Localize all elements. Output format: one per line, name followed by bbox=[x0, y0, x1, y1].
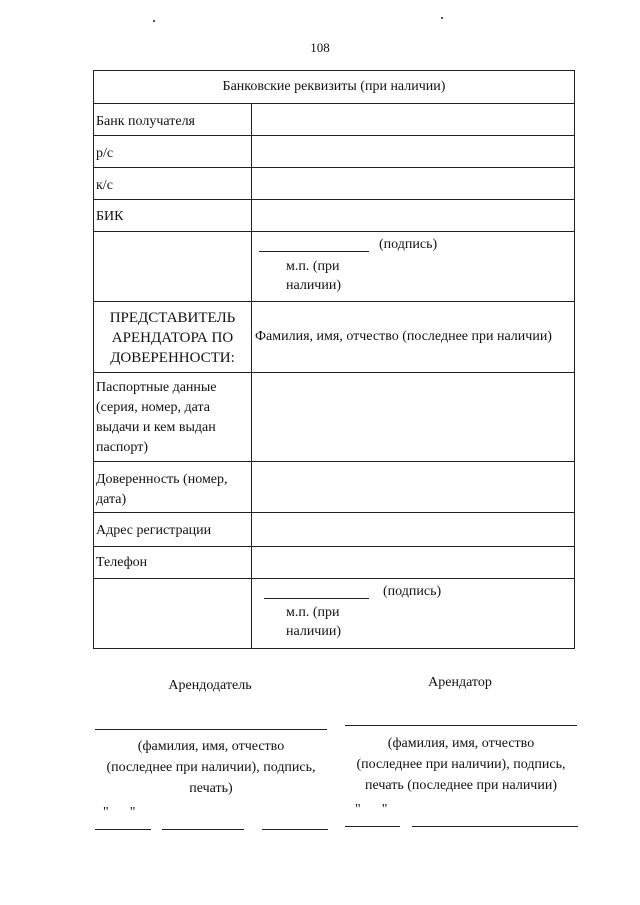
row-divider bbox=[94, 512, 574, 513]
signature-caption: (подпись) bbox=[383, 584, 442, 599]
row-divider bbox=[94, 167, 574, 168]
row-divider bbox=[94, 372, 574, 373]
landlord-month-line bbox=[162, 829, 244, 830]
signature-caption: (подпись) bbox=[379, 237, 438, 252]
landlord-day-line bbox=[95, 829, 151, 830]
row-divider bbox=[94, 135, 574, 136]
row-divider bbox=[94, 199, 574, 200]
rep-title-line2: АРЕНДАТОРА ПО bbox=[111, 330, 234, 346]
stamp-note-line1: м.п. (при bbox=[286, 605, 340, 620]
tenant-caption-line2: (последнее при наличии), подпись, bbox=[356, 757, 566, 772]
scan-speck bbox=[441, 17, 443, 19]
table-header: Банковские реквизиты (при наличии) bbox=[222, 79, 446, 94]
row-divider bbox=[94, 461, 574, 462]
row-divider bbox=[94, 103, 574, 104]
tenant-caption-line3: печать (последнее при наличии) bbox=[364, 778, 557, 793]
tenant-title: Арендатор bbox=[428, 675, 492, 690]
passport-line2: (серия, номер, дата bbox=[96, 400, 210, 415]
rs-label: р/с bbox=[96, 146, 114, 161]
bank-label: Банк получателя bbox=[96, 114, 195, 129]
stamp-note-line2: наличии) bbox=[286, 624, 341, 639]
proxy-line2: дата) bbox=[96, 492, 127, 507]
landlord-date-quotes: " " bbox=[103, 805, 136, 820]
rep-title-line3: ДОВЕРЕННОСТИ: bbox=[110, 350, 235, 366]
tenant-signature-line bbox=[345, 725, 577, 726]
passport-line4: паспорт) bbox=[96, 440, 149, 455]
page-number: 108 bbox=[310, 40, 330, 55]
passport-line1: Паспортные данные bbox=[96, 380, 217, 395]
landlord-caption-line1: (фамилия, имя, отчество bbox=[137, 739, 285, 754]
landlord-year-line bbox=[262, 829, 328, 830]
ks-label: к/с bbox=[96, 178, 113, 193]
landlord-caption-line2: (последнее при наличии), подпись, bbox=[106, 760, 316, 775]
tenant-caption-line1: (фамилия, имя, отчество bbox=[387, 736, 535, 751]
rep-title-line1: ПРЕДСТАВИТЕЛЬ bbox=[109, 310, 236, 326]
tenant-month-year-line bbox=[412, 826, 578, 827]
row-divider bbox=[94, 578, 574, 579]
stamp-note-line1: м.п. (при bbox=[286, 259, 340, 274]
proxy-line1: Доверенность (номер, bbox=[96, 472, 228, 487]
row-divider bbox=[94, 231, 574, 232]
landlord-title: Арендодатель bbox=[168, 678, 252, 693]
bik-label: БИК bbox=[96, 209, 124, 224]
requisites-table bbox=[93, 70, 575, 649]
tenant-date-quotes: " " bbox=[355, 802, 388, 817]
landlord-signature-line bbox=[95, 729, 327, 730]
row-divider bbox=[94, 301, 574, 302]
signature-line bbox=[259, 251, 369, 252]
tenant-day-line bbox=[345, 826, 400, 827]
phone-label: Телефон bbox=[96, 555, 148, 570]
stamp-note-line2: наличии) bbox=[286, 278, 341, 293]
passport-line3: выдачи и кем выдан bbox=[96, 420, 216, 435]
row-divider bbox=[94, 546, 574, 547]
signature-line bbox=[264, 598, 369, 599]
column-divider bbox=[251, 103, 252, 648]
address-label: Адрес регистрации bbox=[96, 523, 212, 538]
scan-speck bbox=[153, 20, 155, 22]
landlord-caption-line3: печать) bbox=[189, 781, 233, 796]
rep-fio-label: Фамилия, имя, отчество (последнее при наличии) bbox=[255, 329, 552, 344]
